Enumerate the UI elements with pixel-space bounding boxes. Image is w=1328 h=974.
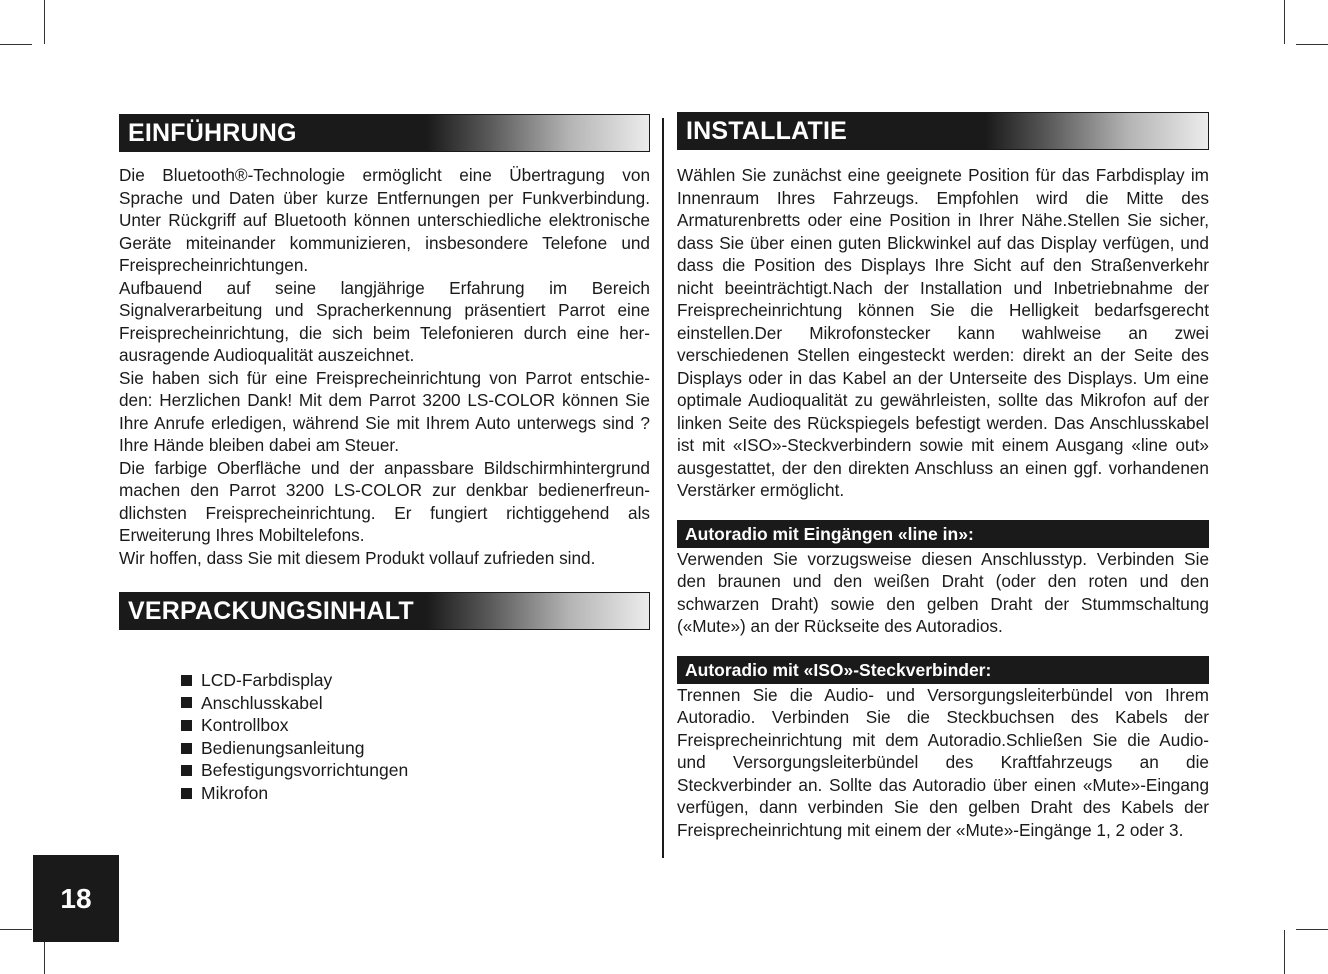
square-bullet-icon: [181, 720, 192, 731]
list-item-label: Kontrollbox: [201, 715, 289, 736]
crop-mark: [1296, 929, 1328, 930]
list-item: [181, 759, 408, 782]
intro-paragraph: Aufbauend auf seine langjährige Erfahrung im Bereich Signalverarbeitung und Spracherkennung präsentiert Parrot eine Freisprecheinrichtung, die sich beim Telefonieren durch eine her-ausragende Audioqualität auszeichnet.: [119, 277, 650, 365]
list-item: [181, 714, 408, 737]
intro-title: EINFÜHRUNG: [128, 119, 297, 147]
list-item-label: Befestigungsvorrichtungen: [201, 760, 409, 781]
iso-text: Trennen Sie die Audio- und Versorgungsleiterbündel von Ihrem Autoradio. Verbinden Sie die Steckbuchsen des Kabels der Freisprecheinrichtung mit dem Autoradio.Schließen Sie die Audio- und Versorgungsleiterbündel des Kraftfahrzeugs an die Steckverbinder an. Sollte das Autoradio über einen «Mute»-Eingang verfügen, dann verbinden Sie den gelben Draht des Kabels der Freisprecheinrichtung mit einem der «Mute»-Eingänge 1, 2 oder 3.: [677, 684, 1209, 840]
package-title: VERPACKUNGSINHALT: [128, 597, 414, 625]
crop-mark: [1284, 930, 1285, 974]
square-bullet-icon: [181, 765, 192, 776]
list-item: [181, 782, 408, 805]
crop-mark: [0, 929, 32, 930]
crop-mark: [44, 0, 45, 44]
left-column: [119, 114, 650, 569]
package-section: [119, 592, 650, 630]
square-bullet-icon: [181, 743, 192, 754]
install-title: INSTALLATIE: [686, 117, 847, 145]
square-bullet-icon: [181, 788, 192, 799]
intro-paragraph: Sie haben sich für eine Freisprecheinrichtung von Parrot entschie-den: Herzlichen Dank! Mit dem Parrot 3200 LS-COLOR können Sie Ihre Anrufe erledigen, während Sie mit Ihrem Auto unterwegs sind ? Ihre Hände bleiben dabei am Steuer.: [119, 367, 650, 455]
page-number: 18: [33, 855, 119, 942]
crop-mark: [0, 44, 32, 45]
list-item: [181, 669, 408, 692]
intro-body: [119, 164, 650, 569]
intro-header: [119, 114, 650, 152]
crop-mark: [1284, 0, 1285, 44]
list-item-label: LCD-Farbdisplay: [201, 670, 333, 690]
linein-text: Verwenden Sie vorzugsweise diesen Anschlusstyp. Verbinden Sie den braunen und den weißen Draht (oder den roten und den schwarzen Draht) sowie den gelben Draht der Stummschaltung («Mute») an der Rückseite des Autoradios.: [677, 548, 1209, 636]
intro-paragraph: Wir hoffen, dass Sie mit diesem Produkt vollauf zufrieden sind.: [119, 547, 596, 568]
intro-paragraph: Die farbige Oberfläche und der anpassbare Bildschirmhintergrund machen den Parrot 3200 LS-COLOR zur denkbar bedienerfreun-dlichsten Freisprecheinrichtung. Er fungiert richtiggehend als Erweiterung Ihres Mobiltelefons.: [119, 457, 650, 545]
list-item-label: Anschlusskabel: [201, 692, 323, 713]
package-list: [181, 669, 408, 805]
column-divider: [662, 118, 664, 858]
square-bullet-icon: [181, 675, 192, 686]
list-item-label: Bedienungsanleitung: [201, 737, 365, 758]
linein-header: Autoradio mit Eingängen «line in»:: [677, 520, 1209, 548]
list-item-label: Mikrofon: [201, 782, 269, 803]
install-text: Wählen Sie zunächst eine geeignete Position für das Farbdisplay im Innenraum Ihres Fahrzeugs. Empfohlen wird die Mitte des Armaturenbretts oder eine Position in Ihrer Nähe.Stellen Sie sicher, dass Sie über einen guten Blickwinkel auf das Display verfügen, und dass die Position des Displays Ihre Sicht auf den Straßenverkehr nicht beeinträchtigt.Nach der Installation und Inbetriebnahme der Freisprecheinrichtung können Sie die Helligkeit bedarfsgerecht einstellen.Der Mikrofonstecker kann wahlweise an zwei verschiedenen Stellen eingesteckt werden: direkt an der Seite des Displays oder in das Kabel an der Unterseite des Displays. Um eine optimale Audioqualität zu gewährleisten, sollte das Mikrofon auf der linken Seite des Rückspiegels befestigt werden. Das Anschlusskabel ist mit «ISO»-Steckverbindern sowie mit einem Ausgang «line out» ausgestattet, der den direkten Anschluss an einen ggf. vorhandenen Verstärker ermöglicht.: [677, 165, 1209, 500]
right-column: [677, 112, 1209, 841]
intro-paragraph: Die Bluetooth®-Technologie ermöglicht eine Übertragung von Sprache und Daten über kurze Entfernungen per Funkverbindung. Unter Rückgriff auf Bluetooth können unterschiedliche elektronische Geräte miteinander kommunizieren, insbesondere Telefone und Freisprecheinrichtungen.: [119, 165, 650, 275]
crop-mark: [1296, 44, 1328, 45]
square-bullet-icon: [181, 697, 192, 708]
install-header: [677, 112, 1209, 150]
iso-header: Autoradio mit «ISO»-Steckverbinder:: [677, 656, 1209, 684]
package-header: [119, 592, 650, 630]
list-item: [181, 692, 408, 715]
list-item: [181, 737, 408, 760]
